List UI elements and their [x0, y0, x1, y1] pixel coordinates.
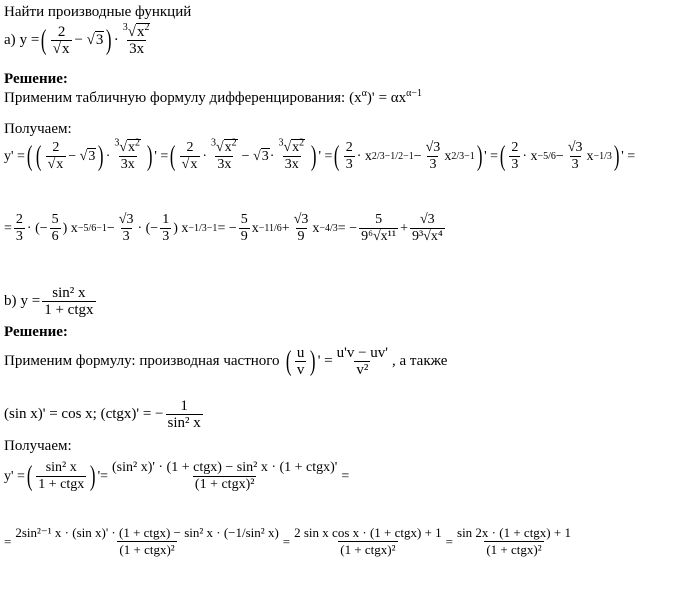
part-a-derivation-line-2: = $\frac{2}{3}$ · (− $\frac{5}{6}$ ) x −5/6−1 − $\frac{√3}{3}$ · (− $\frac{1}{3}$ ) x −1/3−1 = − $\frac{5}{9}$ x −11/6 + $\frac{√3}{9}$ x −4/3 = − $\frac{5}{\text{9⁶√x¹¹}}$ + $\frac{√3}{\text{9³√x⁴}}$	[4, 212, 443, 244]
page-title: Найти производные функций	[4, 4, 192, 20]
part-b-label: b)	[4, 293, 17, 309]
part-a-label: а)	[4, 32, 16, 48]
part-b-derivation-line-1: y' = ( $\frac{\text{sin² x}}{\text{1 + ctgx}}$ ) ' = $\frac{\text{(sin² x)' · (1 + ctgx) − sin² x · (1 + ctgx)'}}{\text{(1 + ctgx)²}}$ =	[4, 460, 350, 492]
part-a-rule: Применим табличную формулу дифференцирования: $(x^\alpha)' = \alpha x^{\alpha-1}$	[4, 88, 423, 106]
part-a-lhs: y =	[19, 32, 40, 48]
part-b-rule-text: Применим формулу: производная частного	[4, 353, 280, 369]
part-b-result-heading: Получаем:	[4, 438, 72, 454]
part-b-rule: Применим формулу: производная частного ( $\frac{u}{v}$ ) ' = $\frac{u'v - uv'}{\text{v²}}$ , а также	[4, 345, 448, 378]
part-a-solution-heading: Решение:	[4, 71, 68, 87]
part-b-derivation-line-2: = $\frac{\text{2sin²⁻¹ x · (sin x)' · (1 + ctgx) − sin² x · (−1/sin² x)}}{\text{(1 + ctgx)²}}$ = $\frac{\text{2 sin x cos x · (1 + ctgx) + 1}}{\text{(1 + ctgx)²}}$ = $\frac{\text{sin 2x · (1 + ctgx) + 1}}{\text{(1 + ctgx)²}}$	[4, 525, 571, 557]
part-a-result-heading: Получаем:	[4, 121, 72, 137]
part-b-solution-heading: Решение:	[4, 324, 68, 340]
part-b-function: b) y = $\frac{\text{sin² x}}{\text{1 + ctgx}}$	[4, 285, 94, 318]
part-a-function: а) y = ( $\frac{2}{√x}$ − √3 ) · $\frac{^3√x^2}{3x}$	[4, 22, 150, 57]
part-a-rule-text: Применим табличную формулу дифференцирования:	[4, 90, 346, 106]
part-b-derivs: (sin x)' = cos x; (ctgx)' = − $\frac{1}{\text{sin² x}}$	[4, 398, 201, 431]
part-a-derivation-line-1: y' = ( ( $\frac{2}{√x}$ − √ 3 ) · $\frac{^3√x^2}{3x}$ ) ' = ( $\frac{2}{√x}$ · $\frac{^3√x^2}{3x}$ − √ 3 · $\frac{^3√x^2}{3x}$ ) ' = ( $\frac{2}{3}$ · x 2/3−1/2−1 − $\frac{√3}{3}$ x 2/3−1 ) ' = ( $\frac{2}{3}$ · x −5/6 − $\frac{√3}{3}$ x −1/3 ) ' =	[4, 137, 636, 172]
part-b-lhs: y =	[20, 293, 41, 309]
